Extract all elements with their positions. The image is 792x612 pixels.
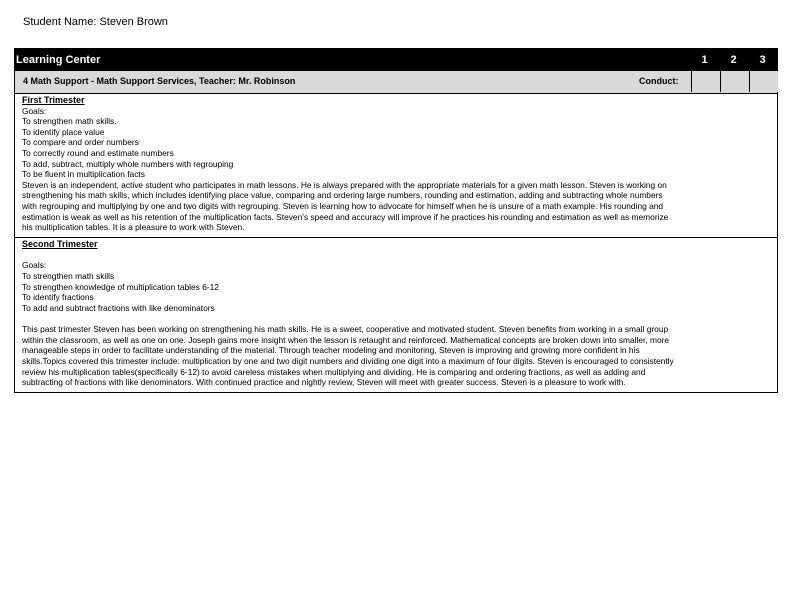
header-title: Learning Center [16, 54, 101, 66]
goal-item: To identify fractions [22, 292, 94, 303]
goal-item: To add, subtract, multiply whole numbers with regrouping [22, 158, 234, 169]
report-card [14, 48, 778, 393]
student-name-value: Steven Brown [99, 16, 168, 28]
comment-line: This past trimester Steven has been working on strengthening his math skills. He is a sweet, cooperative and motivated student. Steven benefits from working in a small group [22, 324, 669, 335]
conduct-label: Conduct: [639, 76, 679, 86]
comment-line: his multiplication tables. It is a pleasure to work with Steven. [22, 222, 245, 233]
student-name-label: Student Name: [23, 16, 97, 28]
term-number-1: 1 [701, 54, 708, 66]
comment-line: review his multiplication tables(specifically 6-12) to avoid careless mistakes when multiplying and dividing. He is comparing and ordering fractions, as well as adding and [22, 366, 646, 377]
comment-line: skills.Topics covered this trimester include: multiplication by one and two digit numbers and dividing one digit into a maximum of four digits. Steven is encouraged to consistently [22, 356, 674, 367]
goal-item: To strengthen math skills. [22, 116, 117, 127]
report-header [15, 49, 777, 71]
conduct-cell-1 [691, 71, 720, 92]
goal-item: To strengthen knowledge of multiplication tables 6-12 [22, 281, 219, 292]
second-trimester-section [15, 237, 777, 392]
first-trimester-section [15, 94, 777, 237]
goal-item: To be fluent in multiplication facts [22, 169, 145, 180]
term-number-2: 2 [730, 54, 737, 66]
conduct-cell-2 [720, 71, 749, 92]
spacer [22, 313, 771, 324]
section-title: Second Trimester [22, 238, 98, 249]
goal-item: To compare and order numbers [22, 137, 139, 148]
goal-item: To identify place value [22, 126, 105, 137]
goal-item: To correctly round and estimate numbers [22, 147, 174, 158]
goals-label: Goals: [22, 260, 47, 271]
student-name [23, 16, 168, 28]
section-title: First Trimester [22, 95, 85, 105]
comment-line: manageable steps in order to facilitate understanding of the material. Through teacher modeling and monitoring, Steven is improving and growing more confident in his [22, 345, 640, 356]
term-number-3: 3 [759, 54, 766, 66]
comment-line: subtracting of fractions with like denominators. With continued practice and nightly review, Steven will meet with greater success. Steven is a pleasure to work with. [22, 377, 626, 388]
goals-label: Goals: [22, 105, 47, 116]
comment-line: Steven is an independent, active student who participates in math lessons. He is always prepared with the appropriate materials for a given math lesson. Steven is working on [22, 179, 667, 190]
comment-line: within the classroom, as well as one on one. Joseph gains more insight when the lesson is retaught and reinforced. Mathematical concepts are broken down into smaller, more [22, 334, 670, 345]
spacer [22, 249, 771, 260]
course-row [15, 71, 777, 94]
comment-line: strengthening his math skills, which includes identifying place value, comparing and ordering large numbers, rounding and estimation, adding and subtracting whole numbers [22, 190, 663, 201]
course-title: 4 Math Support - Math Support Services, Teacher: Mr. Robinson [23, 76, 296, 86]
comment-line: with regrouping and multiplying by one and two digits with regrouping. Steven is learning how to advocate for himself when he is unsure of a math example. His rounding and [22, 200, 664, 211]
comment-line: estimation is weak as well as his retention of the multiplication facts. Steven's speed and accuracy will improve if he practices his rounding and estimation as well as memorize [22, 211, 669, 222]
goal-item: To strengthen math skills [22, 270, 115, 281]
goal-item: To add and subtract fractions with like denominators [22, 302, 215, 313]
conduct-cell-3 [749, 71, 778, 92]
